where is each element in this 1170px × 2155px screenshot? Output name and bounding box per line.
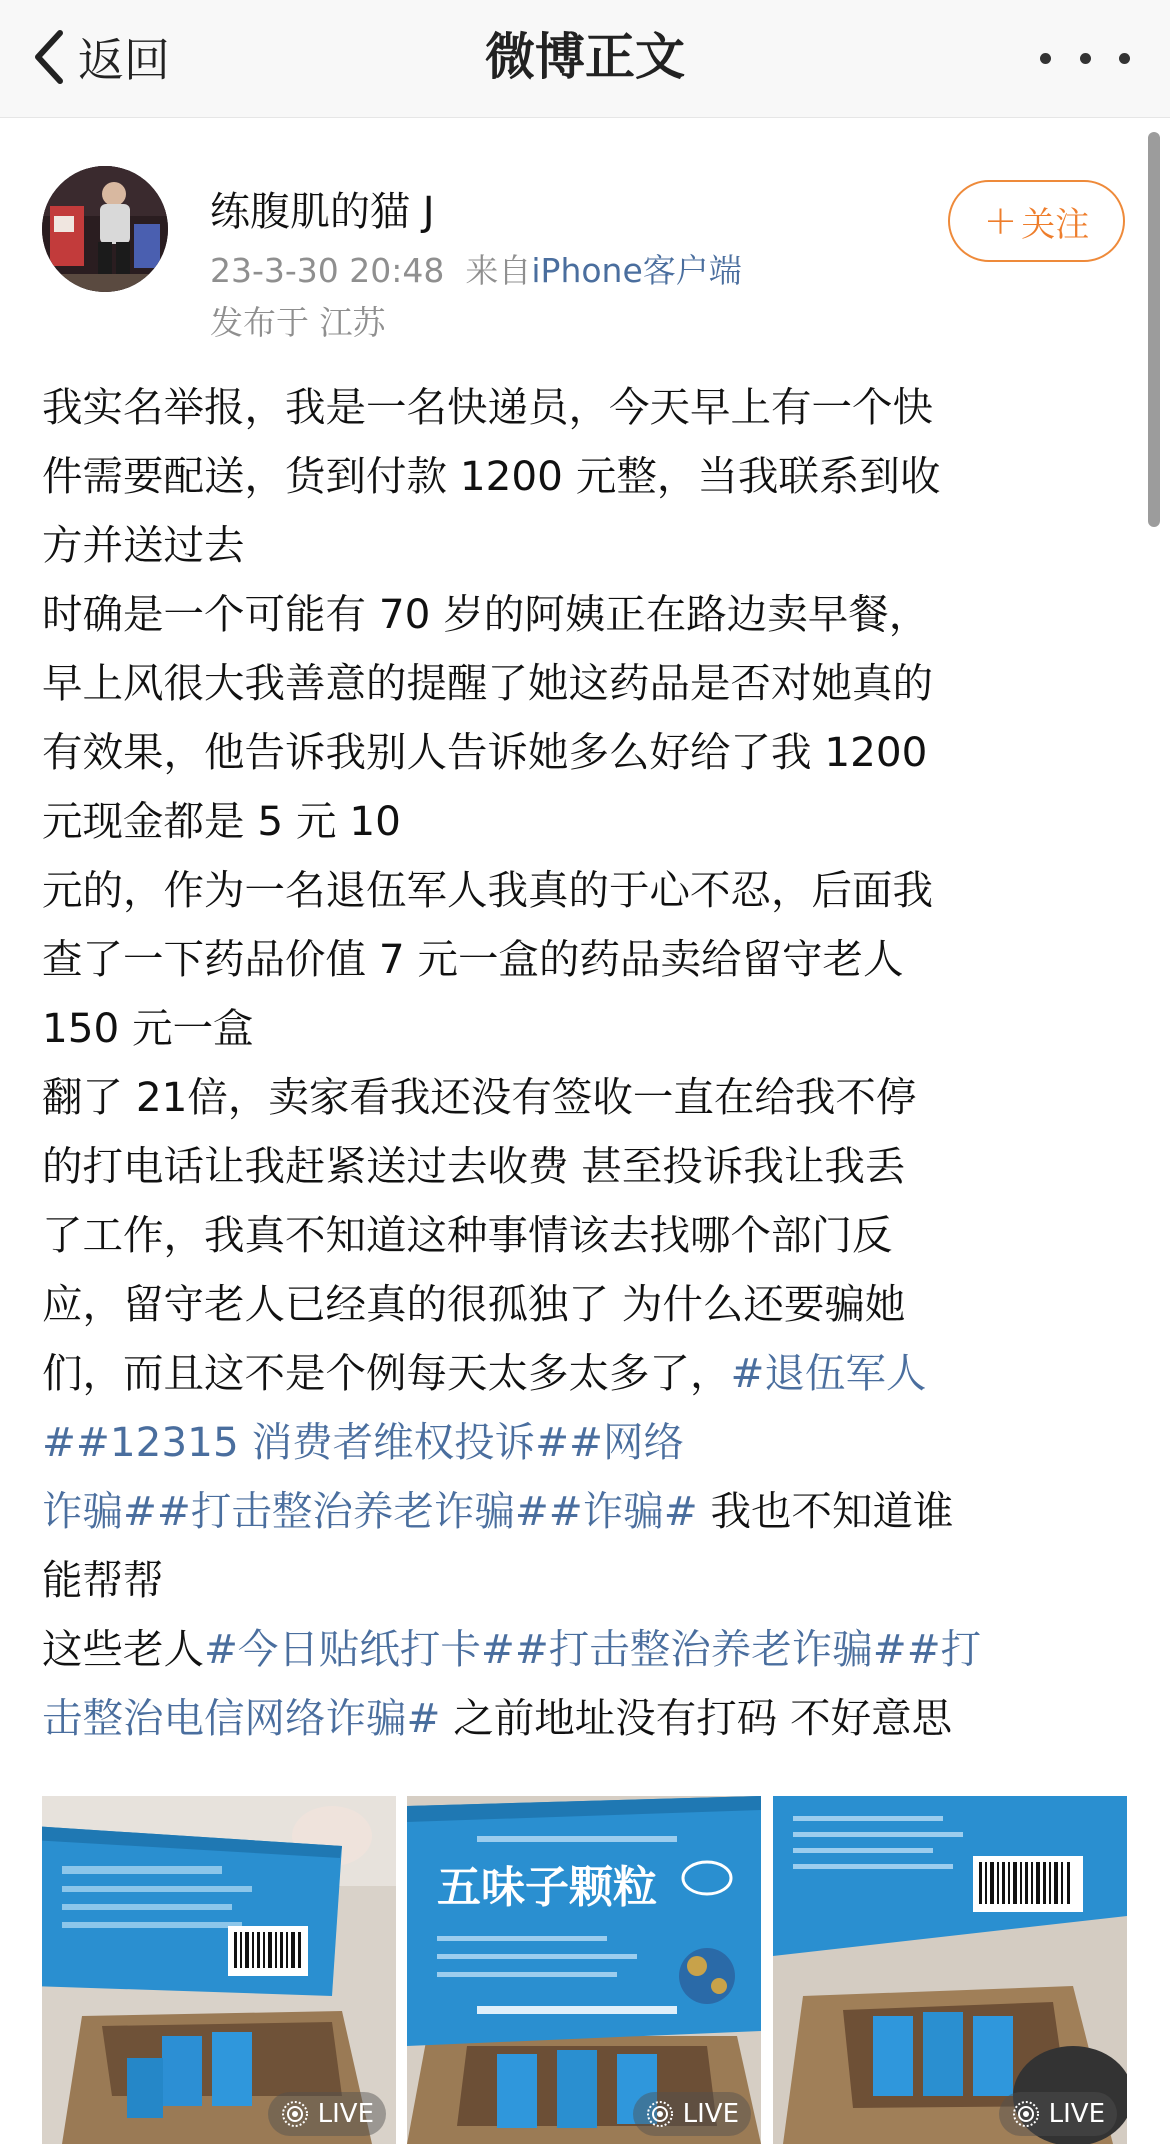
body-text: 翻了 21倍，卖家看我还没有签收一直在给我不停 [42,1073,917,1121]
body-line [42,718,1132,787]
live-badge [268,2092,386,2136]
post-header [0,150,1170,350]
follow-label: 关注 [1021,204,1090,245]
body-text: 元现金都是 5 元 10 [42,797,401,845]
body-text: 的打电话让我赶紧送过去收费 甚至投诉我让我丢 [42,1142,906,1190]
body-line [42,1063,1132,1132]
back-label: 返回 [78,33,170,87]
body-line [42,1408,1132,1477]
live-badge [633,2092,751,2136]
body-text: 这些老人 [42,1625,204,1673]
live-label: LIVE [1048,2099,1105,2129]
nav-bar [0,0,1170,118]
body-line [42,511,1132,580]
photo-2[interactable] [407,1796,761,2144]
body-text: 件需要配送，货到付款 1200 元整，当我联系到收 [42,452,941,500]
body-text: 150 元一盒 [42,1004,254,1052]
live-label: LIVE [682,2099,739,2129]
live-photo-icon [1011,2099,1041,2129]
topic-link[interactable]: ##12315 消费者维权投诉##网络 [42,1418,684,1466]
topic-link[interactable]: #退伍军人 [730,1349,927,1397]
body-line [42,580,1132,649]
body-line [42,1684,1132,1753]
body-text: 应，留守老人已经真的很孤独了 为什么还要骗她 [42,1280,906,1328]
live-badge [999,2092,1117,2136]
body-text: 之前地址没有打码 不好意思 [440,1694,953,1742]
body-line [42,1339,1132,1408]
body-text: 早上风很大我善意的提醒了她这药品是否对她真的 [42,659,933,707]
body-line [42,925,1132,994]
avatar[interactable] [42,166,168,292]
body-line [42,1201,1132,1270]
source-prefix: 来自 [465,251,532,290]
body-line [42,787,1132,856]
page-title: 微博正文 [485,28,685,86]
body-line [42,649,1132,718]
post-location: 发布于 江苏 [210,303,386,342]
post-timestamp: 23-3-30 20:48 [210,251,445,290]
more-options-icon[interactable] [1040,40,1130,76]
body-line [42,1477,1132,1546]
box-label: 五味子颗粒 [437,1862,657,1913]
photo-1[interactable] [42,1796,396,2144]
photo-3[interactable] [773,1796,1127,2144]
body-text: 方并送过去 [42,521,245,569]
post-meta [210,245,742,292]
body-text: 我也不知道谁 [697,1487,954,1535]
photo-gallery [42,1796,1127,2144]
body-line [42,1615,1132,1684]
topic-link[interactable]: 击整治电信网络诈骗# [42,1694,441,1742]
author-name[interactable]: 练腹肌的猫 J [210,189,435,235]
body-text: 们，而且这不是个例每天太多太多了， [42,1349,731,1397]
body-line [42,1270,1132,1339]
live-photo-icon [645,2099,675,2129]
follow-button[interactable] [948,180,1125,262]
post-source[interactable]: iPhone客户端 [531,251,742,290]
body-text: 我实名举报，我是一名快递员，今天早上有一个快 [42,383,933,431]
body-text: 查了一下药品价值 7 元一盒的药品卖给留守老人 [42,935,904,983]
body-text: 元的，作为一名退伍军人我真的于心不忍，后面我 [42,866,933,914]
body-line [42,856,1132,925]
body-line [42,1132,1132,1201]
topic-link[interactable]: 诈骗##打击整治养老诈骗##诈骗# [42,1487,698,1535]
live-photo-icon [280,2099,310,2129]
plus-icon: + [983,198,1018,244]
post-body [42,373,1132,1753]
body-line [42,442,1132,511]
body-text: 有效果，他告诉我别人告诉她多么好给了我 1200 [42,728,928,776]
body-text: 了工作，我真不知道这种事情该去找哪个部门反 [42,1211,893,1259]
live-label: LIVE [317,2099,374,2129]
body-text: 能帮帮 [42,1556,164,1604]
body-text: 时确是一个可能有 70 岁的阿姨正在路边卖早餐， [42,590,930,638]
body-line [42,373,1132,442]
topic-link[interactable]: #今日贴纸打卡##打击整治养老诈骗##打 [204,1625,982,1673]
body-line [42,1546,1132,1615]
body-line [42,994,1132,1063]
